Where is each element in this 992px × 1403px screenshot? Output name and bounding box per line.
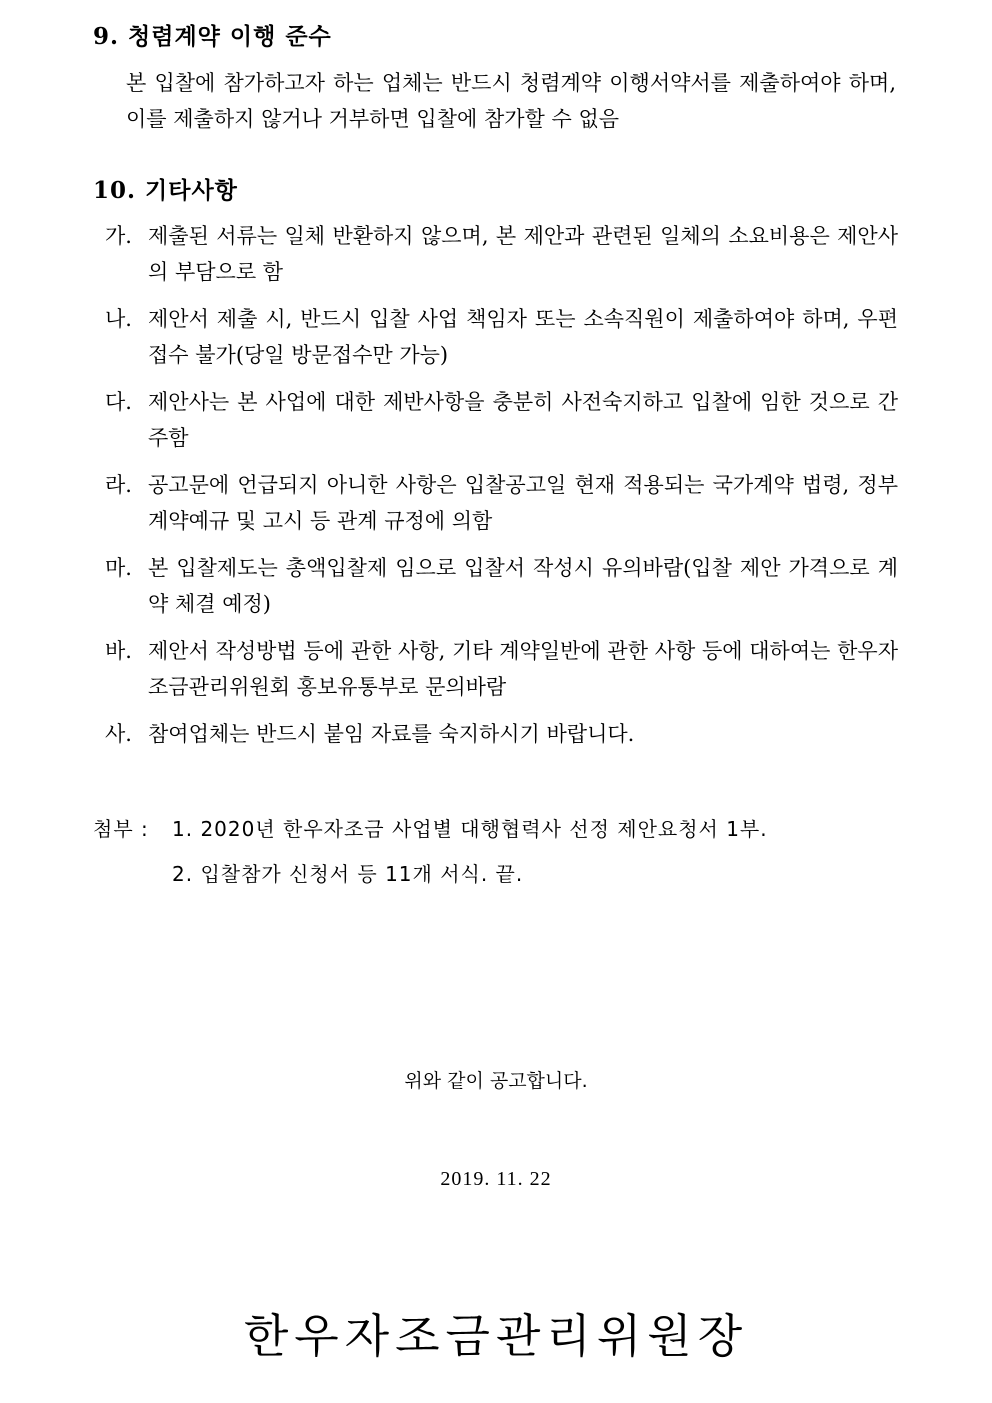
list-item-marker: 마. — [105, 556, 132, 580]
signature-title: 한우자조금관리위원장 — [243, 1309, 749, 1363]
section-9-text: 본 입찰에 참가하고자 하는 업체는 반드시 청렴계약 이행서약서를 제출하여야 하며, 이를 제출하지 않거나 거부하면 입찰에 참가할 수 없음 — [126, 71, 896, 131]
closing-statement: 위와 같이 공고합니다. — [404, 1070, 588, 1092]
list-item — [105, 218, 898, 290]
attachment-line-2: 2. 입찰참가 신청서 등 11개 서식. 끝. — [172, 862, 524, 886]
list-item — [105, 550, 898, 622]
list-item-marker: 라. — [105, 473, 132, 497]
list-item-text: 본 입찰제도는 총액입찰제 임으로 입찰서 작성시 유의바람(입찰 제안 가격으로 계약 체결 예정) — [148, 556, 898, 616]
list-item — [105, 467, 898, 539]
list-item — [105, 301, 898, 373]
list-item-marker: 사. — [105, 722, 132, 746]
list-item-marker: 다. — [105, 390, 132, 414]
list-item — [105, 384, 898, 456]
announcement-date: 2019. 11. 22 — [440, 1168, 552, 1190]
list-item-text: 제출된 서류는 일체 반환하지 않으며, 본 제안과 관련된 일체의 소요비용은 제안사의 부담으로 함 — [148, 224, 898, 284]
list-item-marker: 나. — [105, 307, 132, 331]
section-10-title: 10. 기타사항 — [93, 177, 238, 204]
section-9-title: 9. 청렴계약 이행 준수 — [93, 23, 332, 50]
list-item-text: 참여업체는 반드시 붙임 자료를 숙지하시기 바랍니다. — [148, 722, 635, 746]
list-item-marker: 바. — [105, 639, 132, 663]
attachment-label: 첨부 : — [93, 817, 149, 841]
list-item-text: 제안서 제출 시, 반드시 입찰 사업 책임자 또는 소속직원이 제출하여야 하며, 우편접수 불가(당일 방문접수만 가능) — [148, 307, 898, 367]
list-item-text: 제안사는 본 사업에 대한 제반사항을 충분히 사전숙지하고 입찰에 임한 것으로 간주함 — [148, 390, 898, 450]
list-item — [105, 716, 898, 752]
list-item-text: 공고문에 언급되지 아니한 사항은 입찰공고일 현재 적용되는 국가계약 법령, 정부 계약예규 및 고시 등 관계 규정에 의함 — [148, 473, 898, 533]
list-item — [105, 633, 898, 705]
list-item-marker: 가. — [105, 224, 132, 248]
attachment-line-1: 1. 2020년 한우자조금 사업별 대행협력사 선정 제안요청서 1부. — [172, 817, 768, 841]
list-item-text: 제안서 작성방법 등에 관한 사항, 기타 계약일반에 관한 사항 등에 대하여는 한우자조금관리위원회 홍보유통부로 문의바람 — [148, 639, 898, 699]
